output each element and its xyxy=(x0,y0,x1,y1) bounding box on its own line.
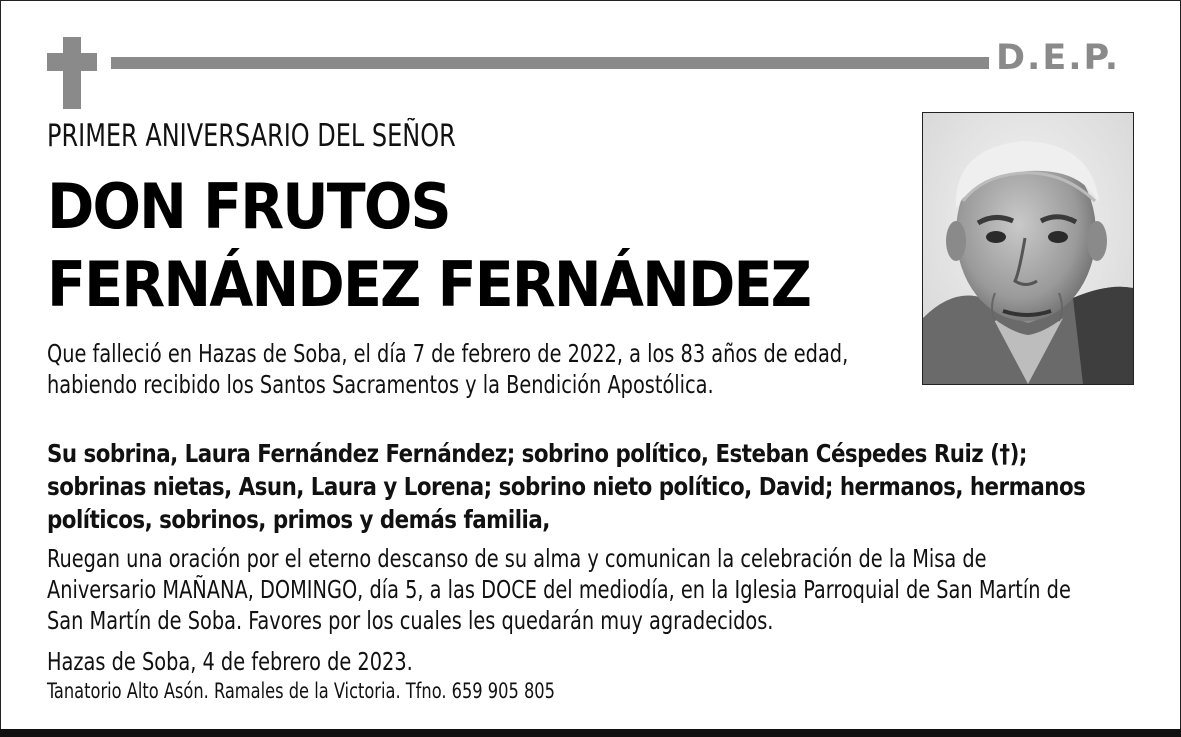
header-rule xyxy=(111,57,989,69)
bottom-border xyxy=(0,729,1181,737)
dep-label: D.E.P. xyxy=(996,38,1121,78)
cross-icon-bar xyxy=(47,53,97,71)
funeral-home-line: Tanatorio Alto Asón. Ramales de la Victoria. Tfno. 659 905 805 xyxy=(47,679,555,703)
family-paragraph: Su sobrina, Laura Fernández Fernández; sobrino político, Esteban Céspedes Ruiz (†); sobrinas nietas, Asun, Laura y Lorena; sobrino nieto político, David; hermanos, hermanos políticos, sobrinos, primos y demás familia, xyxy=(47,439,1086,534)
deceased-name-line1: DON FRUTOS xyxy=(47,170,450,243)
deceased-name-line2: FERNÁNDEZ FERNÁNDEZ xyxy=(47,248,811,321)
deceased-photo xyxy=(922,112,1134,385)
cross-icon xyxy=(63,37,81,109)
portrait-image xyxy=(923,113,1133,384)
place-date: Hazas de Soba, 4 de febrero de 2023. xyxy=(47,647,413,676)
death-paragraph: Que falleció en Hazas de Soba, el día 7 de febrero de 2022, a los 83 años de edad, habiendo recibido los Santos Sacramentos y la Bendición Apostólica. xyxy=(47,339,849,399)
notice-subtitle: PRIMER ANIVERSARIO DEL SEÑOR xyxy=(47,118,456,154)
request-paragraph: Ruegan una oración por el eterno descanso de su alma y comunican la celebración de la Misa de Aniversario MAÑANA, DOMINGO, día 5, a las DOCE del mediodía, en la Iglesia Parroquial de San Martín de San Martín de Soba. Favores por los cuales les quedarán muy agradecidos. xyxy=(47,544,1071,635)
